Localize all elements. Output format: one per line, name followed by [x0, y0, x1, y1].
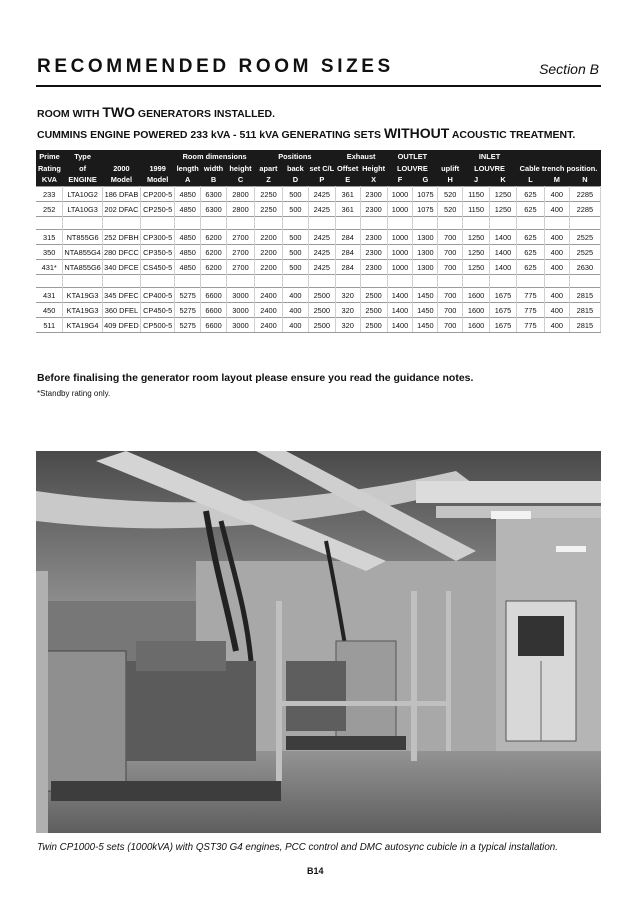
table-cell: 2400	[254, 318, 282, 333]
table-cell: 2700	[227, 260, 255, 275]
table-cell: 2700	[227, 245, 255, 260]
table-cell: 1150	[463, 202, 490, 217]
header-code: X	[360, 174, 387, 187]
header-positions: Positions	[254, 150, 335, 163]
spacer-cell	[438, 275, 463, 288]
spacer-row	[36, 217, 601, 230]
table-cell: 2815	[569, 318, 600, 333]
subtitle-range-emphasis: WITHOUT	[383, 125, 450, 141]
table-cell: 400	[544, 318, 569, 333]
table-row	[36, 260, 601, 275]
header-code: J	[463, 174, 490, 187]
spacer-row	[36, 275, 601, 288]
table-cell: 202 DFAC	[102, 202, 140, 217]
spacer-cell	[360, 275, 387, 288]
table-cell: 400	[282, 318, 308, 333]
header-code: Model	[102, 174, 140, 187]
header-code: G	[413, 174, 438, 187]
table-cell: 1250	[490, 202, 517, 217]
table-cell: 284	[335, 260, 360, 275]
spacer-cell	[175, 217, 201, 230]
table-cell: 1075	[413, 187, 438, 202]
table-cell: 2200	[254, 245, 282, 260]
spacer-cell	[308, 275, 335, 288]
table-cell: 1600	[463, 318, 490, 333]
spacer-cell	[175, 275, 201, 288]
table-cell: 1600	[463, 288, 490, 303]
table-cell: 400	[544, 260, 569, 275]
table-cell: 1400	[490, 230, 517, 245]
table-cell: 252 DFBH	[102, 230, 140, 245]
table-cell: 1450	[413, 303, 438, 318]
table-cell: 1250	[463, 260, 490, 275]
table-cell: 775	[516, 288, 544, 303]
header-code: D	[282, 174, 308, 187]
header-rule	[36, 85, 601, 87]
table-cell: 2500	[360, 303, 387, 318]
table-cell: CS450-5	[141, 260, 175, 275]
header-code: Z	[254, 174, 282, 187]
table-cell: 1400	[490, 245, 517, 260]
header-exhaust-height: Height	[362, 164, 386, 173]
spacer-cell	[387, 275, 413, 288]
table-cell: 3000	[227, 318, 255, 333]
header-code: L	[516, 174, 544, 187]
table-cell: 1000	[387, 230, 413, 245]
table-cell: 2500	[308, 303, 335, 318]
table-cell: 700	[438, 230, 463, 245]
header-back: back	[282, 163, 308, 174]
spacer-cell	[63, 217, 102, 230]
header-code: F	[387, 174, 413, 187]
photo-caption: Twin CP1000-5 sets (1000kVA) with QST30 G4 engines, PCC control and DMC autosync cubicle in a typical installation.	[37, 842, 558, 853]
generator-room-illustration	[36, 451, 601, 833]
table-cell: 2700	[227, 230, 255, 245]
table-cell: CP300-5	[141, 230, 175, 245]
table-cell: 2285	[569, 202, 600, 217]
spacer-cell	[463, 275, 490, 288]
spacer-cell	[413, 217, 438, 230]
table-cell: 233	[36, 187, 63, 202]
table-cell: 1250	[463, 230, 490, 245]
table-cell: 186 DFAB	[102, 187, 140, 202]
table-cell: 500	[282, 230, 308, 245]
table-cell: 1300	[413, 260, 438, 275]
subtitle-room-text: ROOM WITH	[37, 108, 103, 120]
table-cell: 1000	[387, 245, 413, 260]
table-cell: 700	[438, 245, 463, 260]
spacer-cell	[544, 217, 569, 230]
table-cell: 1400	[387, 318, 413, 333]
subtitle-room-text-end: GENERATORS INSTALLED.	[134, 108, 275, 120]
table-cell: 2400	[254, 303, 282, 318]
table-cell: 350	[36, 245, 63, 260]
table-cell: CP200-5	[141, 187, 175, 202]
header-inlet-louvre: LOUVRE	[463, 163, 517, 174]
table-cell: 400	[544, 230, 569, 245]
table-row	[36, 202, 601, 217]
page-number: B14	[307, 866, 324, 876]
table-cell: 4850	[175, 230, 201, 245]
table-cell: 511	[36, 318, 63, 333]
table-cell: 6300	[201, 202, 227, 217]
table-cell: 6600	[201, 318, 227, 333]
table-cell: 2815	[569, 288, 600, 303]
header-1999: 1999	[141, 163, 175, 174]
page-title: RECOMMENDED ROOM SIZES	[37, 56, 394, 77]
spacer-cell	[360, 217, 387, 230]
guidance-note: Before finalising the generator room layout please ensure you read the guidance notes.	[37, 372, 474, 384]
header-type: Type	[63, 150, 102, 163]
table-cell: 2400	[254, 288, 282, 303]
table-row	[36, 288, 601, 303]
header-length: length	[176, 164, 199, 173]
header-code: Model	[141, 174, 175, 187]
table-cell: 4850	[175, 245, 201, 260]
table-cell: NTA855G6	[63, 260, 102, 275]
table-cell: LTA10G3	[63, 202, 102, 217]
table-cell: 340 DFCE	[102, 260, 140, 275]
header-room-dimensions: Room dimensions	[175, 150, 255, 163]
spacer-cell	[282, 217, 308, 230]
table-cell: 1300	[413, 230, 438, 245]
table-cell: 2425	[308, 202, 335, 217]
table-cell: 2300	[360, 202, 387, 217]
header-blank	[141, 150, 175, 163]
table-cell: 1675	[490, 288, 517, 303]
table-cell: 431	[36, 288, 63, 303]
table-cell: 4850	[175, 260, 201, 275]
table-cell: 1600	[463, 303, 490, 318]
table-cell: CP400-5	[141, 288, 175, 303]
table-cell: 3000	[227, 303, 255, 318]
table-cell: 1450	[413, 288, 438, 303]
spacer-cell	[463, 217, 490, 230]
subtitle-range-text: CUMMINS ENGINE POWERED 233 kVA - 511 kVA GENERATING SETS	[37, 129, 384, 141]
table-cell: 3000	[227, 288, 255, 303]
spacer-cell	[516, 217, 544, 230]
table-cell: 700	[438, 288, 463, 303]
table-cell: 2800	[227, 187, 255, 202]
table-cell: 345 DFEC	[102, 288, 140, 303]
spacer-cell	[387, 217, 413, 230]
header-of: of	[63, 163, 102, 174]
table-cell: 5275	[175, 303, 201, 318]
table-cell: 400	[544, 187, 569, 202]
table-cell: 6200	[201, 245, 227, 260]
table-cell: 4850	[175, 187, 201, 202]
table-cell: KTA19G4	[63, 318, 102, 333]
subtitle-range	[37, 125, 575, 141]
table-cell: 1675	[490, 303, 517, 318]
table-cell: 2425	[308, 260, 335, 275]
table-cell: 1400	[490, 260, 517, 275]
table-cell: 2525	[569, 230, 600, 245]
subtitle-room	[37, 104, 275, 120]
table-row	[36, 187, 601, 202]
spacer-cell	[335, 217, 360, 230]
table-cell: 2250	[254, 187, 282, 202]
table-cell: 6600	[201, 303, 227, 318]
section-label: Section B	[539, 61, 599, 77]
spacer-cell	[36, 275, 63, 288]
header-blank	[438, 150, 463, 163]
table-cell: 2425	[308, 230, 335, 245]
table-cell: 400	[544, 245, 569, 260]
table-cell: CP500-5	[141, 318, 175, 333]
table-cell: 320	[335, 318, 360, 333]
table-cell: 700	[438, 318, 463, 333]
spacer-cell	[102, 275, 140, 288]
table-cell: 1000	[387, 260, 413, 275]
table-cell: 625	[516, 202, 544, 217]
spacer-cell	[569, 275, 600, 288]
table-cell: 400	[544, 202, 569, 217]
spacer-cell	[141, 275, 175, 288]
spacer-cell	[201, 217, 227, 230]
header-code: K	[490, 174, 517, 187]
table-cell: 500	[282, 245, 308, 260]
table-cell: CP450-5	[141, 303, 175, 318]
header-code: B	[201, 174, 227, 187]
table-cell: 520	[438, 202, 463, 217]
header-2000: 2000	[102, 163, 140, 174]
table-cell: CP250-5	[141, 202, 175, 217]
table-cell: 1250	[463, 245, 490, 260]
table-cell: 6200	[201, 230, 227, 245]
table-cell: 2800	[227, 202, 255, 217]
table-cell: 500	[282, 260, 308, 275]
table-cell: 400	[544, 288, 569, 303]
header-code: P	[308, 174, 335, 187]
table-cell: 2300	[360, 260, 387, 275]
spacer-cell	[438, 217, 463, 230]
table-cell: 5275	[175, 318, 201, 333]
table-cell: 2525	[569, 245, 600, 260]
spacer-cell	[335, 275, 360, 288]
header-prime: Prime	[36, 150, 63, 163]
header-rating: Rating	[37, 164, 61, 173]
header-code: KVA	[36, 174, 63, 187]
header-width: width	[201, 163, 227, 174]
header-apart: apart	[254, 163, 282, 174]
table-cell: 361	[335, 187, 360, 202]
table-cell: NT855G6	[63, 230, 102, 245]
table-cell: 2300	[360, 245, 387, 260]
table-cell: 500	[282, 202, 308, 217]
header-code: ENGINE	[63, 174, 102, 187]
table-cell: 2300	[360, 230, 387, 245]
table-cell: 2630	[569, 260, 600, 275]
table-cell: 1250	[490, 187, 517, 202]
table-cell: 2300	[360, 187, 387, 202]
footnote: *Standby rating only.	[37, 389, 111, 398]
table-cell: 360 DFEL	[102, 303, 140, 318]
table-cell: 2815	[569, 303, 600, 318]
table-cell: KTA19G3	[63, 288, 102, 303]
table-cell: 450	[36, 303, 63, 318]
table-cell: 2285	[569, 187, 600, 202]
spacer-cell	[569, 217, 600, 230]
spacer-cell	[227, 217, 255, 230]
table-cell: 625	[516, 260, 544, 275]
table-cell: 700	[438, 303, 463, 318]
table-cell: 400	[282, 303, 308, 318]
table-cell: 1400	[387, 303, 413, 318]
spacer-cell	[308, 217, 335, 230]
table-cell: 284	[335, 230, 360, 245]
header-code: A	[175, 174, 201, 187]
header-blank	[516, 150, 600, 163]
table-cell: 1000	[387, 187, 413, 202]
spacer-cell	[544, 275, 569, 288]
table-row	[36, 318, 601, 333]
table-cell: 1450	[413, 318, 438, 333]
spacer-cell	[490, 217, 517, 230]
spacer-cell	[63, 275, 102, 288]
table-cell: 280 DFCC	[102, 245, 140, 260]
header-offset: Offset	[337, 164, 359, 173]
table-cell: 2500	[360, 318, 387, 333]
spacer-cell	[413, 275, 438, 288]
table-cell: 1300	[413, 245, 438, 260]
table-cell: 320	[335, 288, 360, 303]
spacer-cell	[282, 275, 308, 288]
spacer-cell	[36, 217, 63, 230]
header-code: E	[335, 174, 360, 187]
table-cell: 400	[544, 303, 569, 318]
table-cell: 625	[516, 230, 544, 245]
table-cell: 284	[335, 245, 360, 260]
header-code: N	[569, 174, 600, 187]
table-cell: 775	[516, 303, 544, 318]
table-row	[36, 245, 601, 260]
table-cell: 2425	[308, 187, 335, 202]
table-cell: 2500	[308, 318, 335, 333]
table-cell: 361	[335, 202, 360, 217]
header-code: C	[227, 174, 255, 187]
table-cell: KTA19G3	[63, 303, 102, 318]
header-code: H	[438, 174, 463, 187]
header-uplift: uplift	[438, 163, 463, 174]
spacer-cell	[227, 275, 255, 288]
table-cell: NTA855G4	[63, 245, 102, 260]
header-cable-trench: Cable trench position.	[516, 163, 600, 174]
header-outlet-louvre: LOUVRE	[387, 163, 438, 174]
table-cell: 252	[36, 202, 63, 217]
spacer-cell	[141, 217, 175, 230]
spacer-cell	[516, 275, 544, 288]
table-cell: 625	[516, 187, 544, 202]
header-height: height	[227, 163, 255, 174]
header-outlet: OUTLET	[387, 150, 438, 163]
header-exhaust: Exhaust	[335, 150, 387, 163]
table-cell: 2200	[254, 260, 282, 275]
table-cell: LTA10G2	[63, 187, 102, 202]
generator-room-photo	[36, 451, 601, 833]
table-cell: 775	[516, 318, 544, 333]
table-cell: 315	[36, 230, 63, 245]
room-size-table	[36, 150, 601, 333]
table-cell: 409 DFED	[102, 318, 140, 333]
table-cell: 2500	[360, 288, 387, 303]
table-cell: 2425	[308, 245, 335, 260]
header-blank	[102, 150, 140, 163]
table-cell: 520	[438, 187, 463, 202]
table-row	[36, 230, 601, 245]
spacer-cell	[102, 217, 140, 230]
table-cell: 6200	[201, 260, 227, 275]
table-cell: 700	[438, 260, 463, 275]
table-cell: 320	[335, 303, 360, 318]
table-cell: 431*	[36, 260, 63, 275]
header-code: M	[544, 174, 569, 187]
subtitle-room-emphasis: TWO	[102, 104, 135, 120]
table-cell: CP350-5	[141, 245, 175, 260]
table-cell: 5275	[175, 288, 201, 303]
table-cell: 6300	[201, 187, 227, 202]
subtitle-range-text-end: ACOUSTIC TREATMENT.	[449, 129, 576, 141]
spacer-cell	[254, 217, 282, 230]
table-cell: 625	[516, 245, 544, 260]
table-cell: 2200	[254, 230, 282, 245]
table-cell: 500	[282, 187, 308, 202]
table-cell: 1675	[490, 318, 517, 333]
table-cell: 1150	[463, 187, 490, 202]
header-set-cl: set C/L	[309, 164, 335, 173]
table-cell: 1400	[387, 288, 413, 303]
table-cell: 1075	[413, 202, 438, 217]
table-cell: 2500	[308, 288, 335, 303]
table-cell: 1000	[387, 202, 413, 217]
table-cell: 4850	[175, 202, 201, 217]
spacer-cell	[490, 275, 517, 288]
table-cell: 2250	[254, 202, 282, 217]
table-row	[36, 303, 601, 318]
table-cell: 6600	[201, 288, 227, 303]
header-inlet: INLET	[463, 150, 517, 163]
spacer-cell	[201, 275, 227, 288]
spacer-cell	[254, 275, 282, 288]
table-cell: 400	[282, 288, 308, 303]
